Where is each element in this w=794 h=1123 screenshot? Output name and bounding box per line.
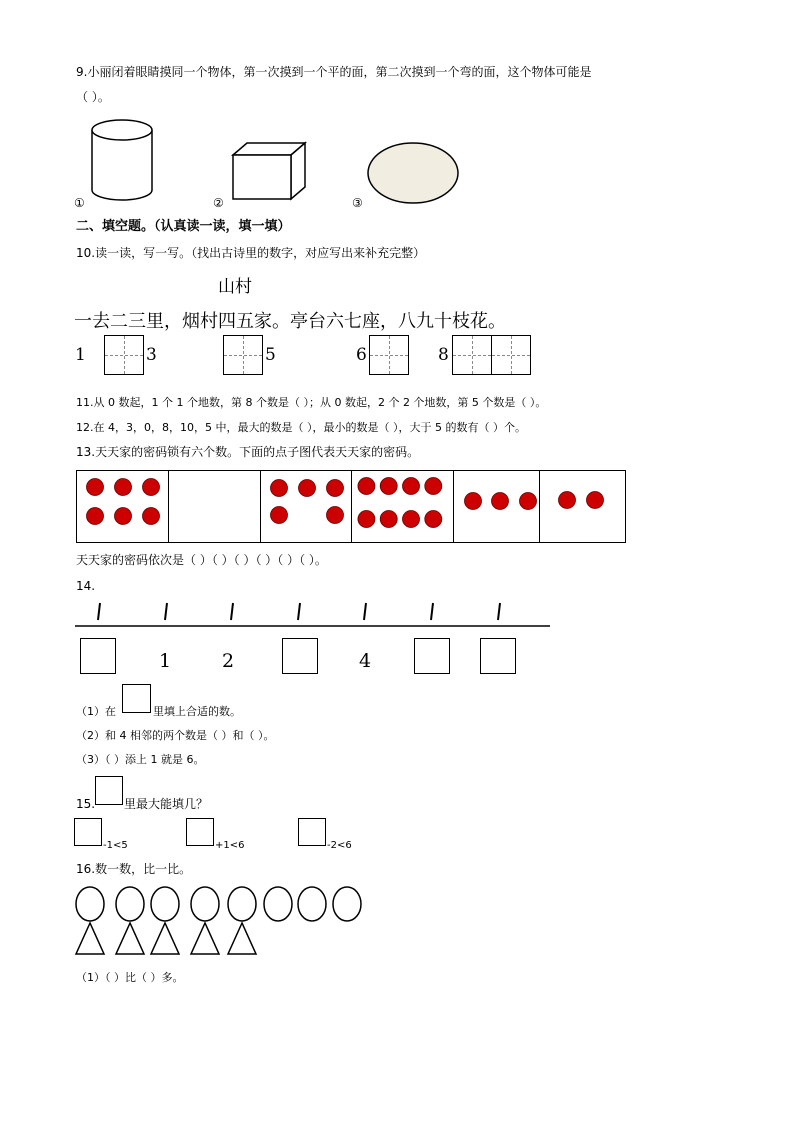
dot [143, 479, 160, 496]
dot [403, 478, 420, 495]
expr: -1<5 [103, 840, 128, 851]
poem-title: 山村 [218, 277, 252, 297]
circle-shape [333, 887, 361, 921]
tian-grid-box[interactable] [491, 335, 531, 375]
triangle-shape [116, 923, 144, 954]
q14-part1-a: （1）在 [76, 705, 116, 718]
circle-shape [298, 887, 326, 921]
answer-box[interactable] [74, 818, 102, 846]
dot [327, 507, 344, 524]
dot-grid [76, 470, 626, 544]
dot [299, 480, 316, 497]
q16-text: 16.数一数，比一比。 [76, 862, 192, 876]
triangle-shape [191, 923, 219, 954]
dot [271, 480, 288, 497]
poem-line: 一去二三里，烟村四五家。亭台六七座，八九十枝花。 [74, 311, 506, 332]
dot [559, 492, 576, 509]
inline-box [122, 684, 151, 713]
answer-box[interactable] [414, 638, 450, 674]
seq-num: 1 [75, 345, 86, 365]
dot [271, 507, 288, 524]
q14-part3: （3）（ ）添上 1 就是 6。 [76, 753, 205, 766]
dot [87, 479, 104, 496]
tian-grid-box[interactable] [104, 335, 144, 375]
dot [115, 479, 132, 496]
q14-part2: （2）和 4 相邻的两个数是（ ）和（ ）。 [76, 729, 275, 742]
dot [465, 493, 482, 510]
q14-part1-b: 里填上合适的数。 [153, 705, 241, 718]
q13-answer: 天天家的密码依次是（ ）（ ）（ ）（ ）（ ）（ ）。 [76, 553, 327, 567]
dot [492, 493, 509, 510]
dot [520, 493, 537, 510]
seq-num: 3 [146, 345, 157, 365]
q14-num: 14. [76, 579, 96, 593]
q9-text: 9.小丽闭着眼睛摸同一个物体，第一次摸到一个平的面，第二次摸到一个弯的面，这个物体可能是 [76, 65, 592, 79]
circle-shape [264, 887, 292, 921]
dot [327, 480, 344, 497]
number-line [70, 598, 555, 634]
q16-part1: （1）（ ）比（ ）多。 [76, 971, 184, 984]
section-title: 二、填空题。（认真读一读，填一填） [76, 219, 291, 234]
number-label: 1 [159, 650, 172, 672]
tian-grid-box[interactable] [452, 335, 492, 375]
q15-text: 里最大能填几？ [124, 797, 209, 811]
cuboid-figure [225, 135, 320, 205]
inline-box [95, 776, 123, 805]
dot [403, 511, 420, 528]
dot [143, 508, 160, 525]
q10-text: 10.读一读，写一写。（找出古诗里的数字，对应写出来补充完整） [76, 246, 426, 260]
triangle-shape [228, 923, 256, 954]
triangle-shape [151, 923, 179, 954]
expr: -2<6 [327, 840, 352, 851]
answer-box[interactable] [80, 638, 116, 674]
tian-grid-box[interactable] [223, 335, 263, 375]
triangle-shape [76, 923, 104, 954]
answer-box[interactable] [480, 638, 516, 674]
dot [587, 492, 604, 509]
circle-shape [228, 887, 256, 921]
cylinder-figure [85, 108, 165, 208]
circle-shape [191, 887, 219, 921]
shapes-figure [70, 882, 370, 958]
dot [358, 511, 375, 528]
circle-shape [76, 887, 104, 921]
seq-num: 6 [356, 345, 367, 365]
dot [380, 511, 397, 528]
answer-box[interactable] [186, 818, 214, 846]
circle-shape [151, 887, 179, 921]
seq-num: 5 [265, 345, 276, 365]
option-label-3: ③ [352, 196, 363, 210]
seq-num: 8 [438, 345, 449, 365]
q9-answer-paren: （ ）。 [76, 90, 110, 104]
dot [380, 478, 397, 495]
dot [115, 508, 132, 525]
number-label: 4 [359, 650, 372, 672]
dot [425, 478, 442, 495]
dot [425, 511, 442, 528]
option-label-2: ② [213, 196, 224, 210]
answer-box[interactable] [298, 818, 326, 846]
dot [358, 478, 375, 495]
q12-text: 12.在 4，3，0，8，10，5 中，最大的数是（ ），最小的数是（ ），大于 5 的数有（ ）个。 [76, 421, 526, 434]
tian-grid-box[interactable] [369, 335, 409, 375]
expr: +1<6 [215, 840, 245, 851]
q13-text: 13.天天家的密码锁有六个数。下面的点子图代表天天家的密码。 [76, 445, 420, 459]
egg-figure [365, 140, 463, 206]
number-label: 2 [222, 650, 235, 672]
circle-shape [116, 887, 144, 921]
q11-text: 11.从 0 数起，1 个 1 个地数，第 8 个数是（ ）；从 0 数起，2 个 2 个地数，第 5 个数是（ ）。 [76, 396, 547, 409]
q15-num: 15. [76, 797, 96, 811]
option-label-1: ① [74, 196, 85, 210]
answer-box[interactable] [282, 638, 318, 674]
dot [87, 508, 104, 525]
